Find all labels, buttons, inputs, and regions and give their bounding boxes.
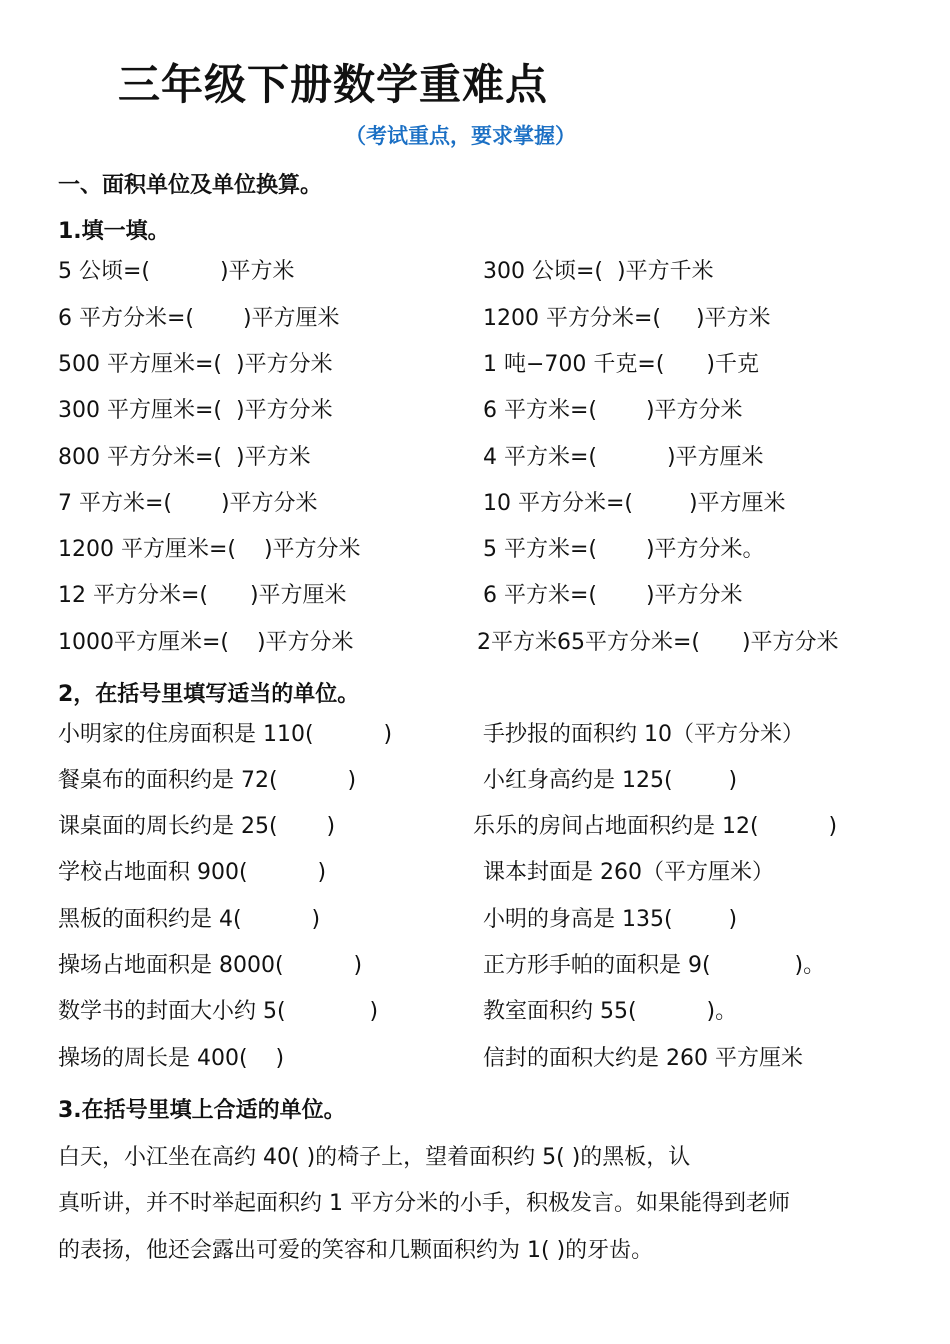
q2-row4-right: 课本封面是 260（平方厘米） <box>483 860 774 885</box>
q1-row7-right: 5 平方米=( )平方分米。 <box>483 537 765 562</box>
q1-row8-left: 12 平方分米=( )平方厘米 <box>58 583 347 608</box>
page-subtitle: （考试重点，要求掌握） <box>345 124 576 148</box>
q2-row3-right: 乐乐的房间占地面积约是 12( ) <box>473 814 838 839</box>
q2-row5-left: 黑板的面积约是 4( ) <box>58 907 321 932</box>
q2-row2-right: 小红身高约是 125( ) <box>483 768 738 793</box>
q1-row6-left: 7 平方米=( )平方分米 <box>58 491 318 516</box>
q2-row8-left: 操场的周长是 400( ) <box>58 1046 285 1071</box>
q1-row4-right: 6 平方米=( )平方分米 <box>483 398 743 423</box>
q1-row5-left: 800 平方分米=( )平方米 <box>58 445 311 470</box>
question1-heading: 1.填一填。 <box>58 219 170 244</box>
q2-row1-right: 手抄报的面积约 10（平方分米） <box>483 722 804 747</box>
q2-row7-right: 教室面积约 55( )。 <box>483 999 738 1024</box>
q2-row1-left: 小明家的住房面积是 110( ) <box>58 722 393 747</box>
q2-row6-left: 操场占地面积是 8000( ) <box>58 953 363 978</box>
section-heading: 一、面积单位及单位换算。 <box>58 173 323 198</box>
q1-row2-right: 1200 平方分米=( )平方米 <box>483 306 771 331</box>
q3-paragraph-line1: 白天，小江坐在高约 40( )的椅子上，望着面积约 5( )的黑板，认 <box>58 1145 691 1170</box>
q3-paragraph-line2: 真听讲，并不时举起面积约 1 平方分米的小手，积极发言。如果能得到老师 <box>58 1191 790 1216</box>
q2-row5-right: 小明的身高是 135( ) <box>483 907 738 932</box>
q2-row2-left: 餐桌布的面积约是 72( ) <box>58 768 357 793</box>
q1-row3-left: 500 平方厘米=( )平方分米 <box>58 352 333 377</box>
q1-row7-left: 1200 平方厘米=( )平方分米 <box>58 537 361 562</box>
q1-row5-right: 4 平方米=( )平方厘米 <box>483 445 764 470</box>
q2-row3-left: 课桌面的周长约是 25( ) <box>58 814 336 839</box>
question2-heading: 2，在括号里填写适当的单位。 <box>58 682 360 707</box>
q1-row1-right: 300 公顷=( )平方千米 <box>483 259 714 284</box>
q1-row3-right: 1 吨−700 千克=( )千克 <box>483 352 759 377</box>
q1-row8-right: 6 平方米=( )平方分米 <box>483 583 743 608</box>
q1-row4-left: 300 平方厘米=( )平方分米 <box>58 398 333 423</box>
question3-heading: 3.在括号里填上合适的单位。 <box>58 1098 346 1123</box>
q2-row7-left: 数学书的封面大小约 5( ) <box>58 999 379 1024</box>
q2-row4-left: 学校占地面积 900( ) <box>58 860 327 885</box>
q1-row9-right: 2平方米65平方分米=( )平方分米 <box>477 630 839 655</box>
q1-row2-left: 6 平方分米=( )平方厘米 <box>58 306 340 331</box>
q2-row6-right: 正方形手帕的面积是 9( )。 <box>483 953 826 978</box>
page-title: 三年级下册数学重难点 <box>118 60 549 109</box>
q2-row8-right: 信封的面积大约是 260 平方厘米 <box>483 1046 803 1071</box>
q3-paragraph-line3: 的表扬，他还会露出可爱的笑容和几颗面积约为 1( )的牙齿。 <box>58 1238 654 1263</box>
q1-row1-left: 5 公顷=( )平方米 <box>58 259 295 284</box>
q1-row6-right: 10 平方分米=( )平方厘米 <box>483 491 786 516</box>
q1-row9-left: 1000平方厘米=( )平方分米 <box>58 630 354 655</box>
